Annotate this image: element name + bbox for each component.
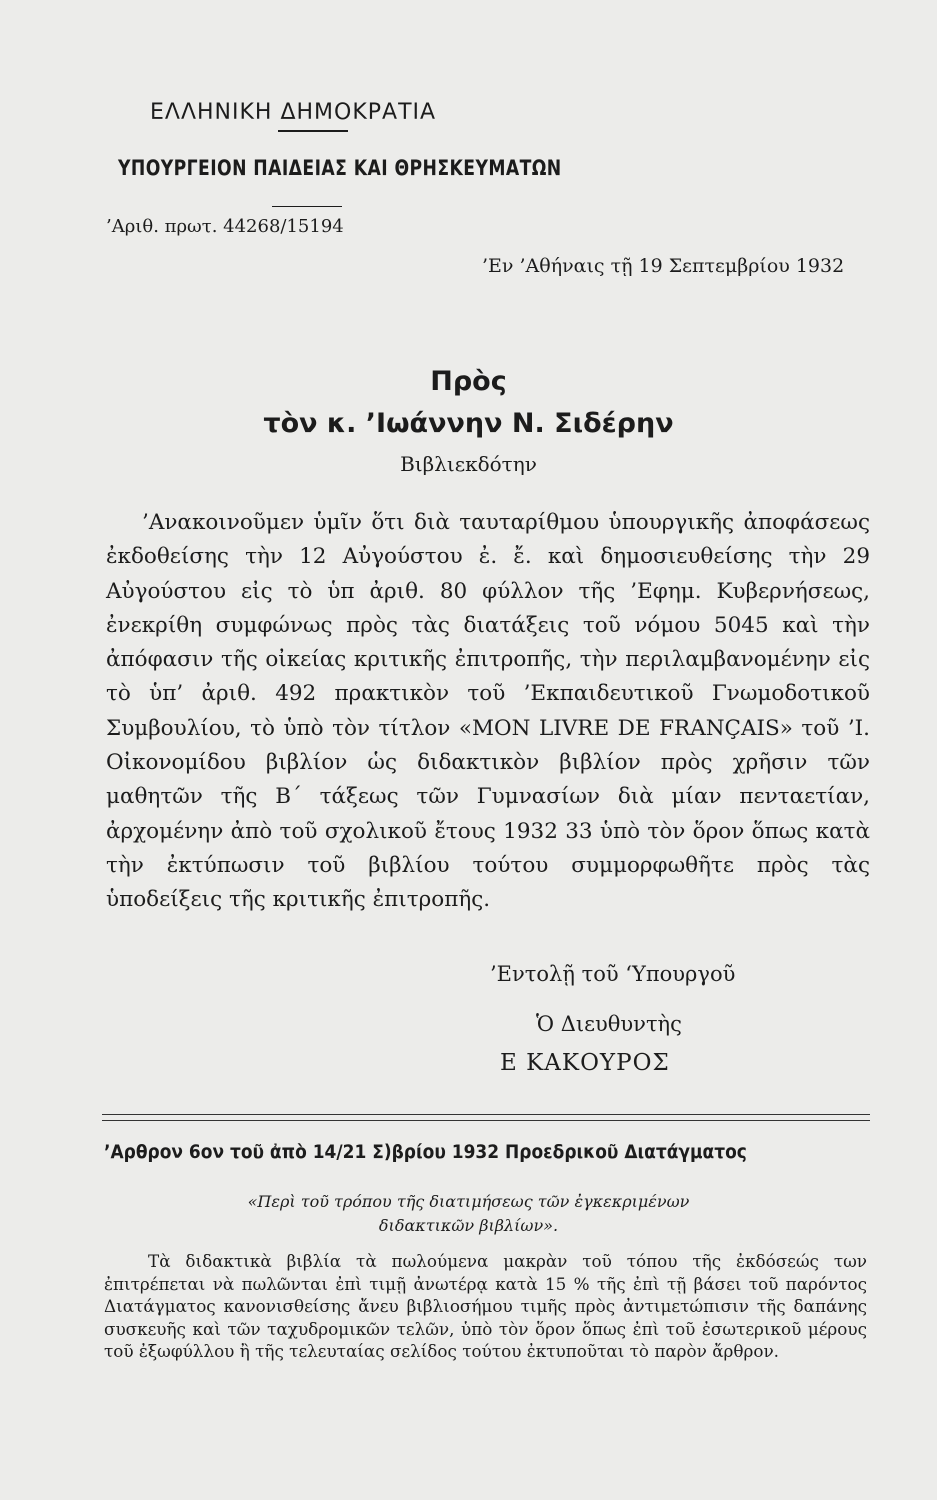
recipient-name: τὸν κ. ’Ιωάννην Ν. Σιδέρην [263, 408, 674, 439]
article-subtitle-line1: «Περὶ τοῦ τρόπου τῆς διατιμήσεως τῶν ἐγκεκριμένων [247, 1192, 690, 1211]
letter-body: ’Ανακοινοῦμεν ὑμῖν ὅτι διὰ ταυταρίθμου ὑπουργικῆς ἀποφάσεως ἐκδοθείσης τὴν 12 Αὐγούστου ἐ. ἔ. καὶ δημοσιευθείσης τὴν 29 Αὐγούστου εἰς τὸ ὑπ ἀριθ. 80 φύλλον τῆς ’Εφημ. Κυβερνήσεως, ἐνεκρίθη συμφώνως πρὸς τὰς διατάξεις τοῦ νόμου 5045 καὶ τὴν ἀπόφασιν τῆς οἰκείας κριτικῆς ἐπιτροπῆς, τὴν περιλαμβανομένην εἰς τὸ ὑπ’ ἀριθ. 492 πρακτικὸν τοῦ ’Εκπαιδευτικοῦ Γνωμοδοτικοῦ Συμβουλίου, τὸ ὑπὸ τὸν τίτλον «MON LIVRE DE FRANÇAIS» τοῦ ’Ι. Οἰκονομίδου βιβλίον ὡς διδακτικὸν βιβλίον πρὸς χρῆσιν τῶν μαθητῶν τῆς Β΄ τάξεως τῶν Γυμνασίων διὰ μίαν πενταετίαν, ἀρχομένην ἀπὸ τοῦ σχολικοῦ ἔτους 1932 33 ὑπὸ τὸν ὅρον ὅπως κατὰ τὴν ἐκτύπωσιν τοῦ βιβλίου τούτου συμμορφωθῆτε πρὸς τὰς ὑποδείξεις τῆς κριτικῆς ἐπιτροπῆς. [106, 510, 870, 913]
signature-title: Ὁ Διευθυντὴς [536, 1012, 682, 1036]
signature-order: ’Εντολῇ τοῦ ‘Υπουργοῦ [490, 962, 736, 986]
letter-date: ’Εν ’Αθήναις τῇ 19 Σεπτεμβρίου 1932 [482, 255, 845, 277]
header-divider [278, 130, 348, 132]
section-divider [102, 1114, 870, 1121]
article-subtitle-line2: διδακτικῶν βιβλίων». [378, 1216, 559, 1235]
ministry-divider [272, 206, 342, 207]
address-to: Πρὸς [430, 366, 507, 397]
ministry-heading: ΥΠΟΥΡΓΕΙΟΝ ΠΑΙΔΕΙΑΣ ΚΑΙ ΘΡΗΣΚΕΥΜΑΤΩΝ [118, 156, 562, 180]
protocol-number: ’Αριθ. πρωτ. 44268/15194 [106, 216, 344, 237]
republic-heading: ΕΛΛΗΝΙΚΗ ΔΗΜΟΚΡΑΤΙΑ [150, 100, 437, 125]
recipient-profession: Βιβλιεκδότην [400, 452, 537, 476]
article-body: Τὰ διδακτικὰ βιβλία τὰ πωλούμενα μακρὰν τοῦ τόπου τῆς ἐκδόσεώς των ἐπιτρέπεται νὰ πωλῶνται ἐπὶ τιμῇ ἀνωτέρᾳ κατὰ 15 % τῆς ἐπὶ τῇ βάσει τοῦ παρόντος Διατάγματος κανονισθείσης ἄνευ βιβλιοσήμου τιμῆς πρὸς ἀντιμετώπισιν τῆς δαπάνης συσκευῆς καὶ τῶν ταχυδρομικῶν τελῶν, ὑπὸ τὸν ὅρον ὅπως ἐπὶ τοῦ ἐσωτερικοῦ μέρους τοῦ ἐξωφύλλου ἢ τῆς τελευταίας σελίδος τούτου ἐκτυποῦται τὸ παρὸν ἄρθρον. [104, 1251, 867, 1361]
article-heading: ’Αρθρον 6ον τοῦ ἀπὸ 14/21 Σ)βρίου 1932 Προεδρικοῦ Διατάγματος [104, 1142, 747, 1163]
signature-name: Ε ΚΑΚΟΥΡΟΣ [500, 1050, 670, 1076]
